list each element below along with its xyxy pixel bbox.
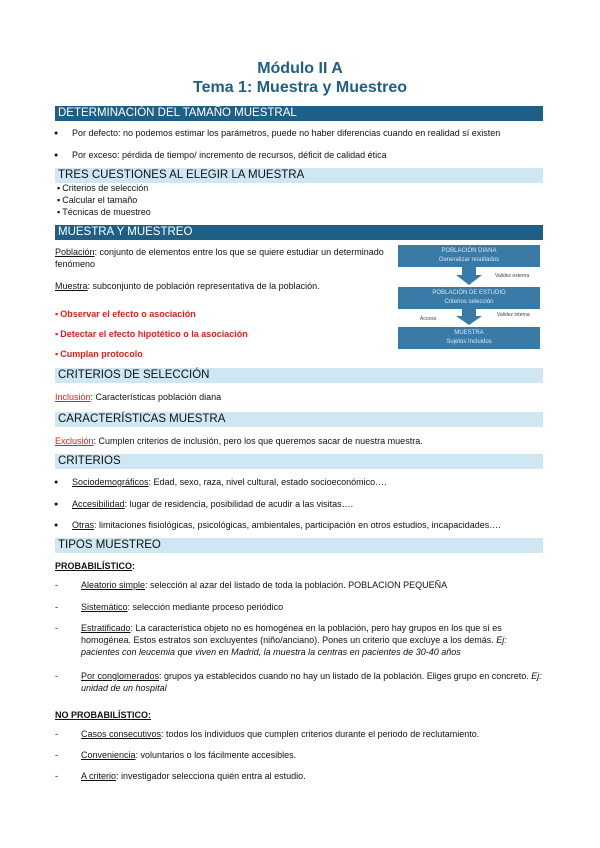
red-list-item: ▪ Detectar el efecto hipotético o la asociación bbox=[55, 328, 248, 340]
section-heading-caracteristicas: CARACTERÍSTICAS MUESTRA bbox=[55, 412, 543, 427]
section-heading-cuestiones: TRES CUESTIONES AL ELEGIR LA MUESTRA bbox=[55, 168, 543, 183]
page-subtitle: Tema 1: Muestra y Muestreo bbox=[193, 79, 407, 96]
diagram-box-title: POBLACIÓN DE ESTUDIO bbox=[432, 290, 506, 296]
tipo-def: : grupos ya establecidos cuando no hay un listado de la población. Eliges grupo en concreto. bbox=[159, 671, 532, 681]
no-probabilistico-label: NO PROBABILÍSTICO: bbox=[55, 710, 151, 720]
tipo-ej: Ej: bbox=[496, 635, 507, 645]
criterio-def: : lugar de residencia, posibilidad de acudir a las visitas…. bbox=[124, 499, 354, 509]
page-title: Módulo II A bbox=[257, 60, 343, 77]
list-item: ● Por defecto: no podemos estimar los parámetros, puede no haber diferencias cuando en realidad sí existen bbox=[72, 127, 500, 139]
list-item bbox=[81, 670, 543, 694]
tipo-ej-text: unidad de un hospital bbox=[81, 683, 167, 693]
tipo-def: : La característica objeto no es homogénea en la población, pero hay grupos en los que sí es bbox=[130, 623, 502, 633]
tipo-def: : investigador selecciona quién entra al estudio. bbox=[116, 771, 306, 781]
list-item bbox=[81, 770, 306, 782]
diagram-box-subtitle: Sujetos Incluidos bbox=[446, 339, 492, 345]
list-item bbox=[72, 476, 387, 488]
tipo-term: Por conglomerados bbox=[81, 671, 160, 681]
red-list-item: ▪ Cumplan protocolo bbox=[55, 348, 143, 360]
list-item: ▪ Calcular el tamaño bbox=[57, 194, 137, 206]
section-heading-tamano: DETERMINACIÓN DEL TAMAÑO MUESTRAL bbox=[55, 106, 543, 121]
tipo-def-cont: homogénea. Estos estratos son excluyentes (niño/anciano). Pones un criterio que excluye a los demás. bbox=[81, 635, 497, 645]
list-item bbox=[81, 728, 479, 740]
criterio-term: Sociodemográficos bbox=[72, 477, 149, 487]
tipo-term: Conveniencia bbox=[81, 750, 136, 760]
section-heading-criterios-seleccion: CRITERIOS DE SELECCIÓN bbox=[55, 368, 543, 383]
criterio-term: Otras bbox=[72, 520, 95, 530]
muestra-def: : subconjunto de población representativa de la población. bbox=[87, 281, 320, 291]
tipo-term: Sistemático bbox=[81, 602, 128, 612]
criterio-def: : limitaciones fisiológicas, psicológicas, ambientales, participación en otros estudios, incapacidades…. bbox=[94, 520, 501, 530]
poblacion-definition bbox=[55, 246, 393, 270]
diagram-label-validez-interna: Validez interna bbox=[497, 312, 530, 318]
exclusion-definition bbox=[55, 435, 423, 447]
list-item bbox=[81, 749, 296, 761]
poblacion-term: Población bbox=[55, 247, 95, 257]
inclusion-term: Inclusión bbox=[55, 392, 91, 402]
section-heading-muestra: MUESTRA Y MUESTREO bbox=[55, 225, 543, 240]
list-item bbox=[81, 601, 283, 613]
tipo-term: A criterio bbox=[81, 771, 117, 781]
tipo-def: : selección mediante proceso periódico bbox=[127, 602, 284, 612]
exclusion-term: Exclusión bbox=[55, 436, 94, 446]
tipo-ej-text: pacientes con leucemia que viven en Madrid, la muestra la centras en pacientes de 30-40 años bbox=[81, 647, 461, 657]
muestra-term: Muestra bbox=[55, 281, 88, 291]
list-item bbox=[72, 519, 501, 531]
list-item bbox=[72, 498, 353, 510]
criterio-def: : Edad, sexo, raza, nivel cultural, estado socioeconómico…. bbox=[148, 477, 387, 487]
list-item: ● Por exceso: pérdida de tiempo/ incremento de recursos, déficit de calidad ética bbox=[72, 149, 387, 161]
list-item bbox=[81, 622, 543, 658]
tipo-def: : todos los individuos que cumplen criterios durante el periodo de reclutamiento. bbox=[161, 729, 480, 739]
section-heading-criterios: CRITERIOS bbox=[55, 454, 543, 469]
probabilistico-label bbox=[55, 560, 135, 572]
muestra-definition bbox=[55, 280, 393, 292]
diagram-box-poblacion-diana bbox=[398, 245, 540, 267]
probabilistico-text: PROBABILÍSTICO bbox=[55, 561, 133, 571]
diagram-box-title: POBLACIÓN DIANA bbox=[441, 248, 497, 254]
diagram-box-muestra bbox=[398, 327, 540, 349]
list-item bbox=[81, 579, 447, 591]
tipo-term: Casos consecutivos bbox=[81, 729, 162, 739]
inclusion-definition bbox=[55, 391, 221, 403]
diagram-box-subtitle: Generalizar resultados bbox=[438, 257, 500, 263]
tipo-def: : selección al azar del listado de toda la población. POBLACION PEQUEÑA bbox=[145, 580, 448, 590]
list-item: ▪ Técnicas de muestreo bbox=[57, 206, 151, 218]
red-list-item: ▪ Observar el efecto o asociación bbox=[55, 308, 196, 320]
tipo-ej: Ej: bbox=[531, 671, 542, 681]
tipo-term: Aleatorio simple bbox=[81, 580, 146, 590]
diagram-box-poblacion-estudio bbox=[398, 287, 540, 309]
diagram-box-subtitle: Criterios selección bbox=[444, 299, 494, 305]
tipo-def: : voluntarios o los fácilmente accesibles. bbox=[135, 750, 297, 760]
diagram-label-validez-externa: Validez externa bbox=[495, 273, 530, 279]
inclusion-def: : Características población diana bbox=[90, 392, 222, 402]
list-item: ▪ Criterios de selección bbox=[57, 182, 148, 194]
poblacion-def: : conjunto de elementos entre los que se quiere estudiar un determinado fenómeno bbox=[55, 247, 384, 269]
diagram-label-acceso: Acceso bbox=[420, 316, 437, 322]
section-heading-tipos: TIPOS MUESTREO bbox=[55, 538, 543, 553]
exclusion-def: : Cumplen criterios de inclusión, pero los que queremos sacar de nuestra muestra. bbox=[93, 436, 423, 446]
probabilistico-colon: : bbox=[132, 561, 136, 571]
diagram-box-title: MUESTRA bbox=[454, 330, 484, 336]
tipo-term: Estratificado bbox=[81, 623, 131, 633]
criterio-term: Accesibilidad bbox=[72, 499, 125, 509]
